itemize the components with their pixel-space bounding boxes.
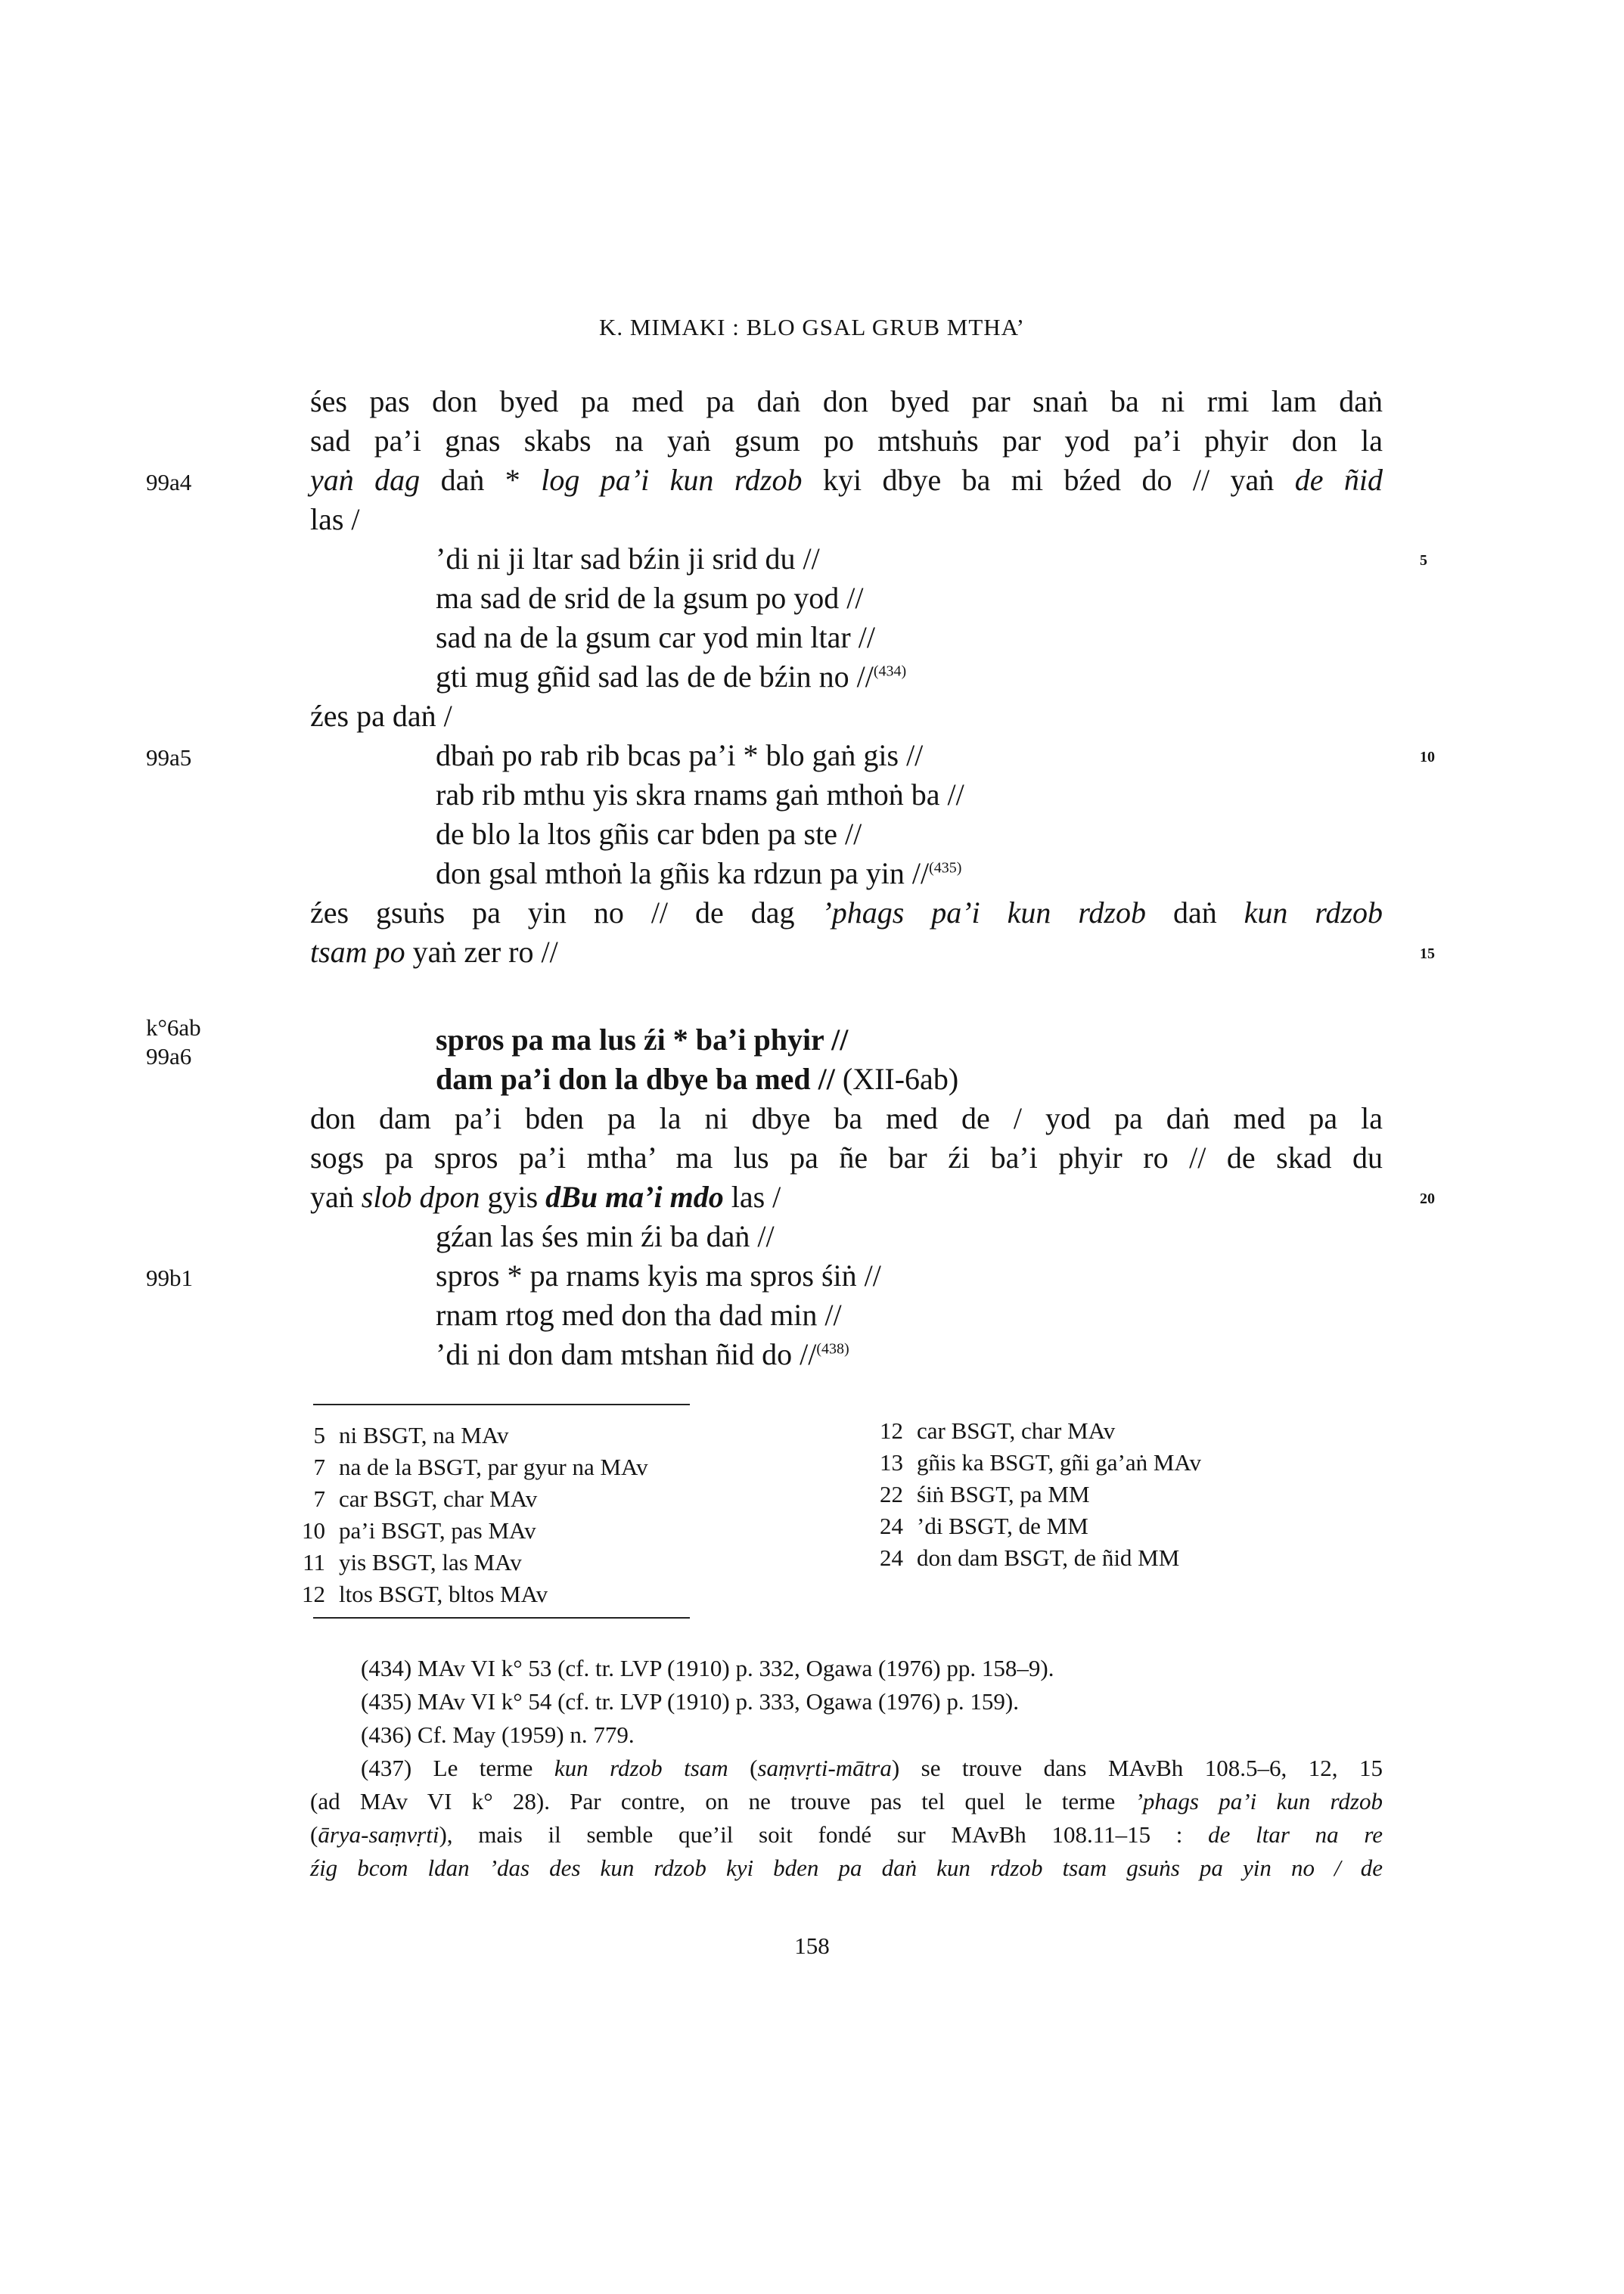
footnote-ref: (438): [816, 1340, 849, 1358]
verse-line: sad na de la gsum car yod min ltar //: [436, 620, 875, 654]
footnote-rule: [313, 1617, 690, 1619]
text-line: yaṅ slob dpon gyis dBu ma’i mdo las /: [310, 1180, 781, 1214]
folio-ref: 99b1: [146, 1265, 193, 1291]
footnote-436: (436) Cf. May (1959) n. 779.: [361, 1721, 635, 1748]
verse-line: rab rib mthu yis skra rnams gaṅ mthoṅ ba //: [436, 778, 964, 812]
karika-line: spros pa ma lus źi * ba’i phyir //: [436, 1023, 849, 1057]
text-line: don dam pa’i bden pa la ni dbye ba med de / yod pa daṅ med pa la: [310, 1101, 1383, 1135]
folio-ref: 99a5: [146, 744, 192, 771]
folio-ref: 99a4: [146, 469, 192, 495]
variant-entry: 22 śiṅ BSGT, pa MM: [880, 1481, 1090, 1507]
verse-line: ’di ni ji ltar sad bźin ji srid du //: [436, 542, 820, 576]
verse-line: spros * pa rnams kyis ma spros śiṅ //: [436, 1259, 881, 1293]
line-number: 10: [1420, 749, 1435, 765]
line-number: 20: [1420, 1190, 1435, 1207]
karika-line: dam pa’i don la dbye ba med // (XII-6ab): [436, 1062, 959, 1096]
variant-entry: 7 na de la BSGT, par gyur na MAv: [313, 1454, 648, 1480]
line-number: 15: [1420, 945, 1435, 962]
footnote-434: (434) MAv VI k° 53 (cf. tr. LVP (1910) p. 332, Ogawa (1976) pp. 158–9).: [361, 1655, 1054, 1681]
text-line: tsam po yaṅ zer ro //: [310, 935, 558, 969]
verse-line: de blo la ltos gñis car bden pa ste //: [436, 817, 862, 851]
text-line: las /: [310, 502, 360, 536]
verse-line: gźan las śes min źi ba daṅ //: [436, 1219, 775, 1253]
footnote-437: (437) Le terme kun rdzob tsam (saṃvṛti-mātra) se trouve dans MAvBh 108.5–6, 12, 15: [361, 1755, 1383, 1781]
footnote-ref: (434): [873, 663, 907, 680]
line-number: 5: [1420, 552, 1427, 569]
verse-line: don gsal mthoṅ la gñis ka rdzun pa yin //$^{(435)}$: [436, 856, 962, 890]
variant-entry: 24 ’di BSGT, de MM: [880, 1513, 1088, 1539]
apparatus-rule: [313, 1404, 690, 1405]
footnote-437-line: źig bcom ldan ’das des kun rdzob kyi bden pa daṅ kun rdzob tsam gsuṅs pa yin no / de: [310, 1855, 1383, 1881]
folio-ref: 99a6: [146, 1043, 192, 1069]
variant-entry: 7 car BSGT, char MAv: [313, 1485, 538, 1512]
variant-entry: 12 ltos BSGT, bltos MAv: [302, 1581, 548, 1607]
text-line: sad pa’i gnas skabs na yaṅ gsum po mtshuṅs par yod pa’i phyir don la: [310, 424, 1383, 458]
page-number: 158: [794, 1932, 830, 1959]
footnote-437-line: (ārya-saṃvṛti), mais il semble que’il soit fondé sur MAvBh 108.11–15 : de ltar na re: [310, 1821, 1383, 1848]
text-line: źes pa daṅ /: [310, 699, 452, 733]
folio-ref: k°6ab: [146, 1014, 201, 1041]
footnote-437-line: (ad MAv VI k° 28). Par contre, on ne trouve pas tel quel le terme ’phags pa’i kun rdzob: [310, 1788, 1383, 1814]
verse-line: ma sad de srid de la gsum po yod //: [436, 581, 864, 615]
variant-entry: 24 don dam BSGT, de ñid MM: [880, 1544, 1180, 1571]
variant-entry: 11 yis BSGT, las MAv: [303, 1549, 522, 1575]
verse-line: dbaṅ po rab rib bcas pa’i * blo gaṅ gis //: [436, 738, 924, 772]
text-line: śes pas don byed pa med pa daṅ don byed par snaṅ ba ni rmi lam daṅ: [310, 384, 1383, 418]
variant-entry: 5 ni BSGT, na MAv: [313, 1422, 509, 1448]
footnote-ref: (435): [929, 859, 962, 877]
variant-entry: 13 gñis ka BSGT, gñi ga’aṅ MAv: [880, 1449, 1201, 1476]
text-line: źes gsuṅs pa yin no // de dag ’phags pa’i kun rdzob daṅ kun rdzob: [310, 896, 1383, 930]
text-line: yaṅ dag daṅ * log pa’i kun rdzob kyi dbye ba mi bźed do // yaṅ de ñid: [310, 463, 1383, 497]
running-header: K. MIMAKI : BLO GSAL GRUB MTHA’: [599, 314, 1025, 340]
variant-entry: 12 car BSGT, char MAv: [880, 1417, 1116, 1444]
variant-entry: 10 pa’i BSGT, pas MAv: [302, 1517, 536, 1544]
verse-line: rnam rtog med don tha dad min //: [436, 1298, 842, 1332]
verse-line: gti mug gñid sad las de de bźin no //$^{(434)}$: [436, 660, 907, 694]
verse-line: ’di ni don dam mtshan ñid do //$^{(438)}$: [436, 1337, 849, 1371]
text-line: sogs pa spros pa’i mtha’ ma lus pa ñe bar źi ba’i phyir ro // de skad du: [310, 1141, 1383, 1175]
footnote-435: (435) MAv VI k° 54 (cf. tr. LVP (1910) p. 333, Ogawa (1976) p. 159).: [361, 1688, 1019, 1715]
